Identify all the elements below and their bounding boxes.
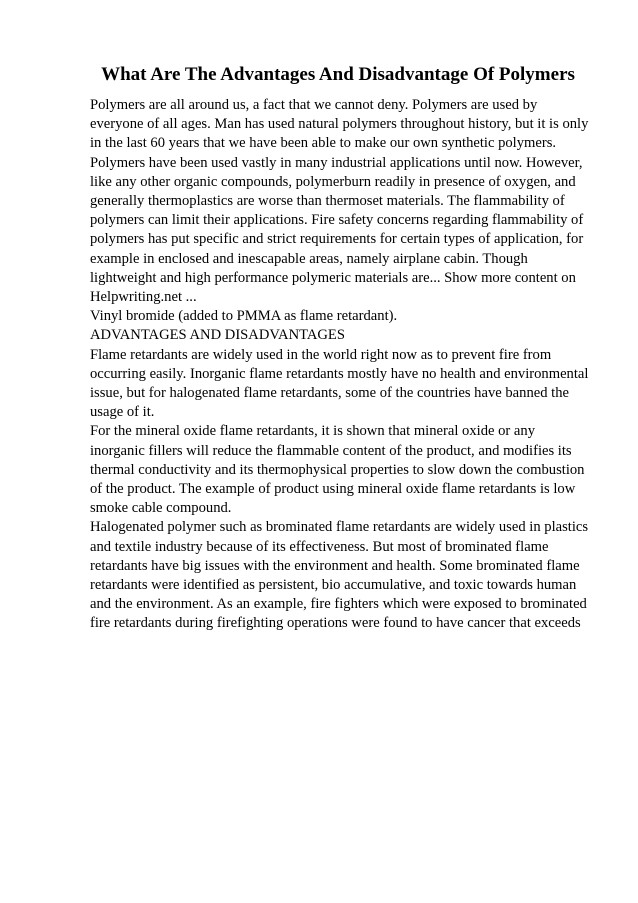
paragraph-halogenated: Halogenated polymer such as brominated flame retardants are widely used in plastics and textile industry because of its effectiveness. But most of brominated flame retardants have big issues with the environment and health. Some brominated flame retardants were identified as persistent, bio accumulative, and toxic towards human and the environment. As an example, fire fighters which were exposed to brominated fire retardants during firefighting operations were found to have cancer that exceeds	[90, 519, 589, 632]
document-title: What Are The Advantages And Disadvantage Of Polymers	[101, 64, 575, 85]
paragraph-intro: Polymers are all around us, a fact that we cannot deny. Polymers are used by everyone of all ages. Man has used natural polymers throughout history, but it is only in the last 60 years that we have been able to make our own synthetic polymers. Polymers have been used vastly in many industrial applications until now. However, like any other organic compounds, polymerburn readily in presence of oxygen, and generally thermoplastics are worse than thermoset materials. The flammability of polymers can limit their applications. Fire safety concerns regarding flammability of polymers has put specific and strict requirements for certain types of application, for example in enclosed and inescapable areas, namely airplane cabin. Though lightweight and high performance polymeric materials are... Show more content on Helpwriting.net ...	[90, 97, 589, 306]
document-body	[90, 96, 592, 634]
paragraph-mineral-oxide: For the mineral oxide flame retardants, it is shown that mineral oxide or any inorganic fillers will reduce the flammable content of the product, and modifies its thermal conductivity and its thermophysical properties to slow down the combustion of the product. The example of product using mineral oxide flame retardants is low smoke cable compound.	[90, 423, 585, 517]
paragraph-vinyl-bromide: Vinyl bromide (added to PMMA as flame retardant).	[90, 308, 398, 325]
paragraph-flame-retardants: Flame retardants are widely used in the world right now as to prevent fire from occurring easily. Inorganic flame retardants mostly have no health and environmental issue, but for halogenated flame retardants, some of the countries have banned the usage of it.	[90, 346, 589, 421]
section-heading: ADVANTAGES AND DISADVANTAGES	[90, 327, 345, 344]
